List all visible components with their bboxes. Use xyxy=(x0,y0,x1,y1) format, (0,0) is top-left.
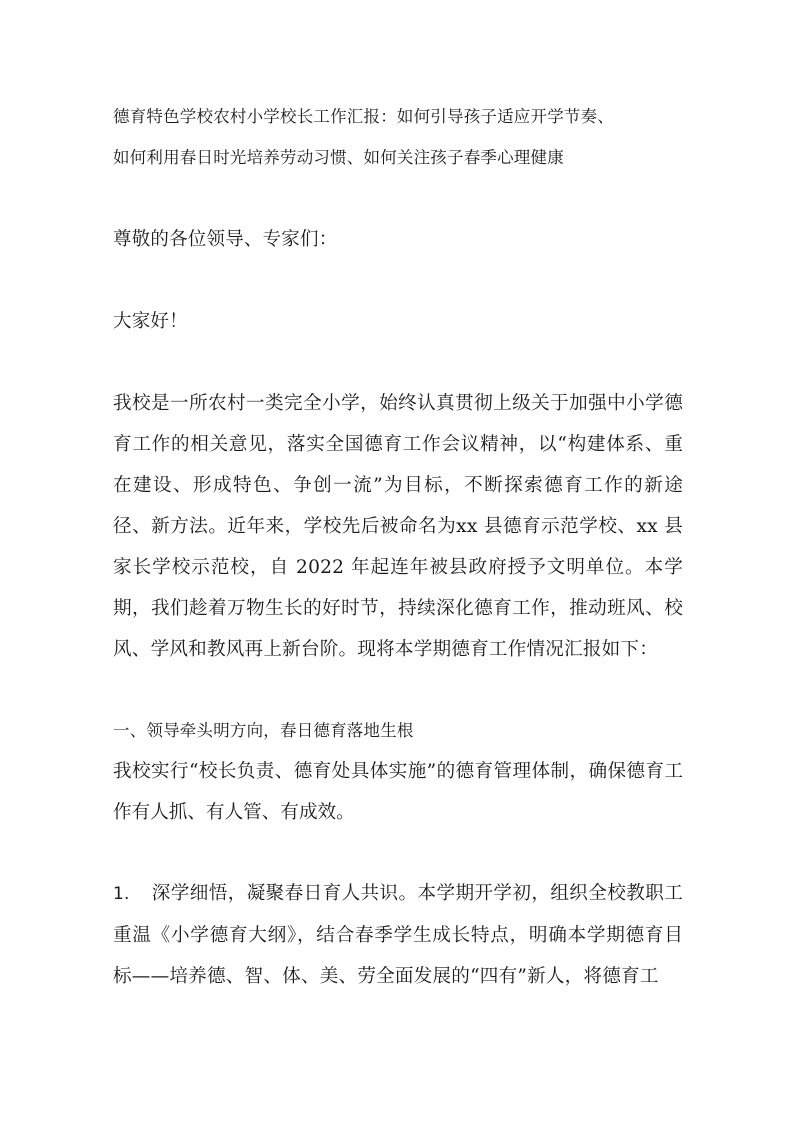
spacer-before-section-1 xyxy=(113,670,683,710)
section-1-body: 我校实行“校长负责、德育处具体实施”的德育管理体制，确保德育工作有人抓、有人管、有成效。 xyxy=(113,761,683,823)
item-1-number: 1. xyxy=(113,884,130,904)
salutation: 尊敬的各位领导、专家们： xyxy=(113,229,338,250)
spacer-before-item-1 xyxy=(113,833,683,873)
spacer-after-title xyxy=(113,178,683,219)
intro-paragraph: 我校是一所农村一类完全小学，始终认真贯彻上级关于加强中小学德育工作的相关意见，落实全国德育工作会议精神，以“构建体系、重在建设、形成特色、争创一流”为目标，不断探索德育工作的新途径、新方法。近年来，学校先后被命名为xx 县德育示范学校、xx 县家长学校示范校，自 2022 年起连年被县政府授予文明单位。本学期，我们趁着万物生长的好时节，持续深化德育工作，推动班风、校风、学风和教风再上新台阶。现将本学期德育工作情况汇报如下： xyxy=(113,393,683,660)
greeting: 大家好！ xyxy=(113,311,188,332)
section-1-heading: 一、领导牵头明方向，春日德育落地生根 xyxy=(113,721,414,740)
document-title-line-1: 德育特色学校农村小学校长工作汇报：如何引导孩子适应开学节奏、 xyxy=(113,107,614,126)
section-1-item-1 xyxy=(113,873,683,997)
spacer-after-salutation xyxy=(113,260,683,301)
document-body xyxy=(113,96,683,997)
document-title xyxy=(113,96,683,178)
item-1-text: 深学细悟，凝聚春日育人共识。本学期开学初，组织全校教职工重温《小学德育大纲》，结合春季学生成长特点，明确本学期德育目标——培养德、智、体、美、劳全面发展的“四有”新人，将德育工 xyxy=(113,883,683,987)
document-title-line-2: 如何利用春日时光培养劳动习惯、如何关注孩子春季心理健康 xyxy=(113,148,564,167)
spacer-after-greeting xyxy=(113,342,683,383)
